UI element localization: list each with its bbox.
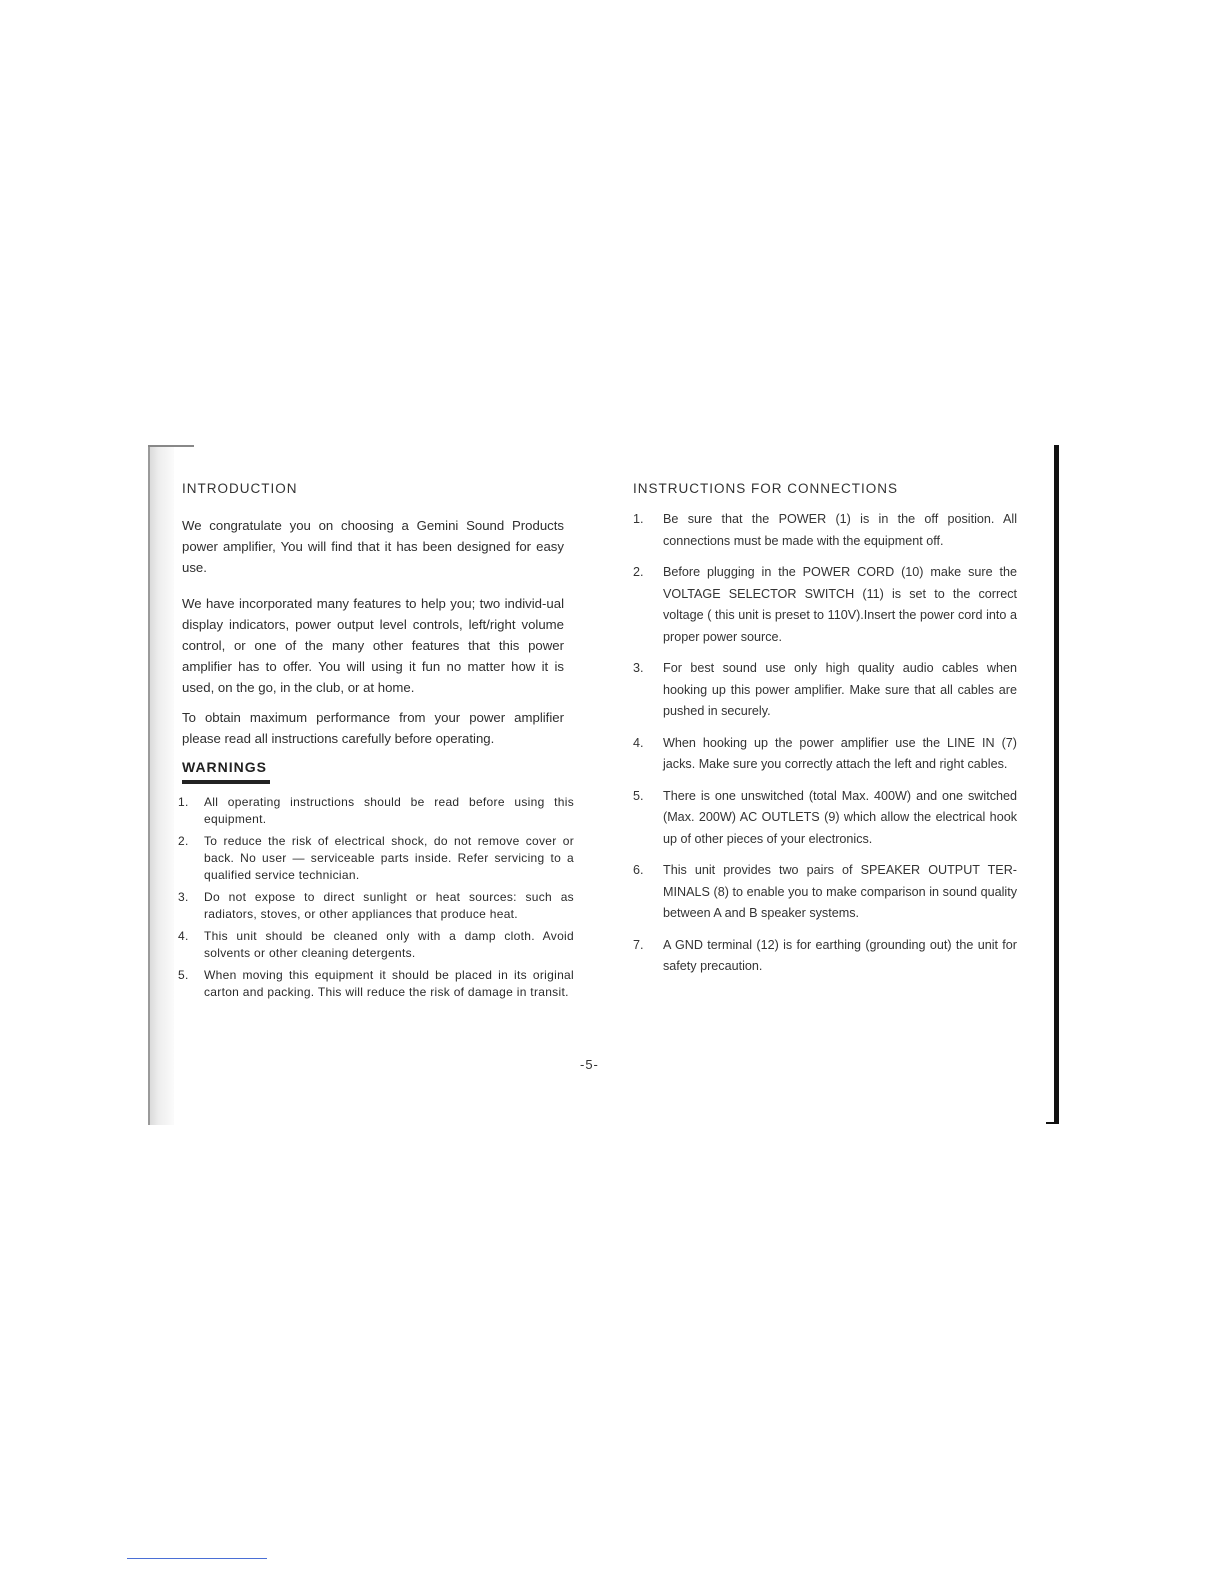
page-number: -5- (580, 1057, 599, 1072)
connection-item (633, 786, 1017, 851)
warning-number: 1. (178, 795, 189, 809)
connections-list (633, 509, 1017, 988)
page-left-edge (148, 445, 150, 1125)
warning-text: To reduce the risk of electrical shock, do not remove cover or back. No user — serviceable parts inside. Refer servicing to a qualified service technician. (204, 834, 574, 882)
warning-number: 3. (178, 890, 189, 904)
connection-text: A GND terminal (12) is for earthing (grounding out) the unit for safety precaution. (663, 937, 1017, 973)
warning-item (178, 928, 574, 962)
warning-item (178, 794, 574, 828)
connection-text: When hooking up the power amplifier use the LINE IN (7) jacks. Make sure you correctly attach the left and right cables. (663, 735, 1017, 771)
intro-paragraph-3: To obtain maximum performance from your power amplifier please read all instructions carefully before operating. (182, 710, 564, 746)
connection-item (633, 509, 1017, 552)
warning-item (178, 889, 574, 923)
warning-number: 5. (178, 968, 189, 982)
page-right-edge (1054, 445, 1059, 1123)
connection-item (633, 658, 1017, 723)
warning-text: Do not expose to direct sunlight or heat sources: such as radiators, stoves, or other appliances that produce heat. (204, 890, 574, 921)
connection-item (633, 860, 1017, 925)
page-left-shadow (148, 445, 174, 1125)
warning-item (178, 967, 574, 1001)
connection-item (633, 733, 1017, 776)
connection-text: Be sure that the POWER (1) is in the off position. All connections must be made with the equipment off. (663, 512, 1017, 548)
intro-paragraph-2: We have incorporated many features to help you; two individ-ual display indicators, power output level controls, left/right volume control, or one of the many other features that this power amplifier has to offer. You will using it fun no matter how it is used, on the go, in the club, or at home. (182, 596, 564, 695)
connection-number: 1. (633, 512, 644, 526)
connection-number: 7. (633, 937, 644, 952)
warning-text: This unit should be cleaned only with a damp cloth. Avoid solvents or other cleaning detergents. (204, 929, 574, 960)
warnings-underline (182, 780, 270, 784)
connection-text: There is one unswitched (total Max. 400W) and one switched (Max. 200W) AC OUTLETS (9) which allow the electrical hook up of other pieces of your electronics. (663, 788, 1017, 846)
page-right-foot (1046, 1122, 1059, 1124)
connection-item (633, 562, 1017, 648)
connection-text: For best sound use only high quality audio cables when hooking up this power amplifier. Make sure that all cables are pushed in securely. (663, 661, 1017, 718)
connection-text: Before plugging in the POWER CORD (10) make sure the VOLTAGE SELECTOR SWITCH (11) is set to the correct voltage ( this unit is preset to 110V).Insert the power cord into a proper power source. (663, 565, 1017, 644)
warning-text: All operating instructions should be read before using this equipment. (204, 795, 574, 826)
connection-number: 3. (633, 661, 644, 675)
introduction-heading: INTRODUCTION (182, 481, 298, 496)
warnings-list (178, 794, 574, 1006)
warning-text: When moving this equipment it should be placed in its original carton and packing. This will reduce the risk of damage in transit. (204, 968, 574, 999)
intro-paragraph-1: We congratulate you on choosing a Gemini Sound Products power amplifier, You will find that it has been designed for easy use. (182, 518, 564, 575)
footer-rule (127, 1558, 267, 1559)
connection-number: 4. (633, 735, 644, 750)
warning-item (178, 833, 574, 884)
warning-number: 2. (178, 834, 189, 848)
connection-number: 5. (633, 788, 644, 803)
connection-number: 2. (633, 565, 644, 579)
connection-text: This unit provides two pairs of SPEAKER OUTPUT TER-MINALS (8) to enable you to make comparison in sound quality between A and B speaker systems. (663, 863, 1017, 920)
warnings-heading: WARNINGS (182, 759, 267, 775)
warning-number: 4. (178, 929, 189, 943)
page-top-corner (148, 445, 194, 447)
connection-item (633, 935, 1017, 978)
connection-number: 6. (633, 863, 644, 877)
manual-page (148, 445, 1064, 1125)
connections-heading: INSTRUCTIONS FOR CONNECTIONS (633, 481, 899, 496)
